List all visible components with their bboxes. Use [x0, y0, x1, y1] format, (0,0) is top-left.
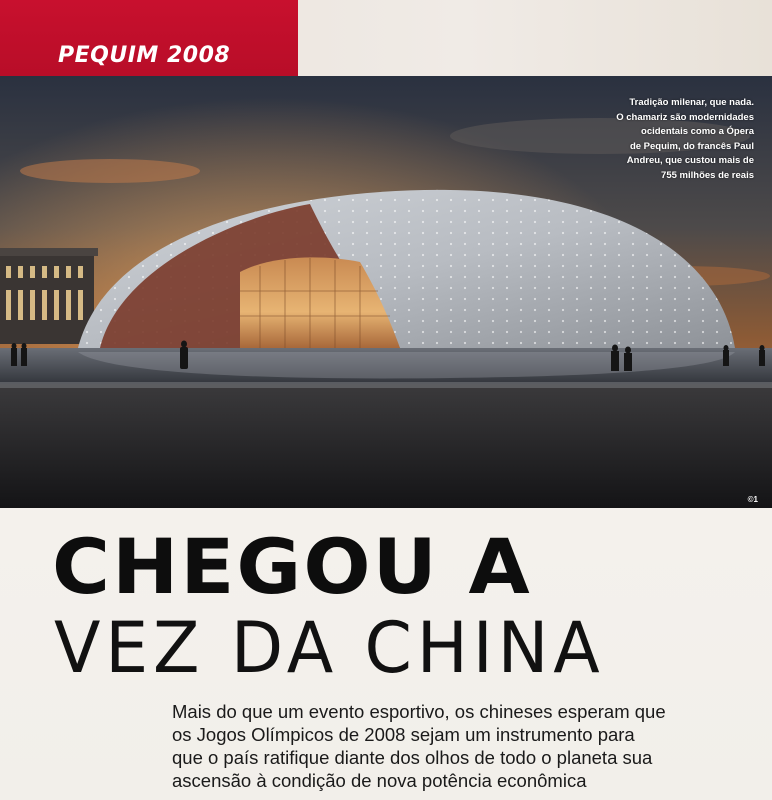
caption-line: Andreu, que custou mais de [626, 155, 754, 166]
photo-credit: ©1 [747, 495, 758, 504]
headline-line-1: CHEGOU A [52, 522, 532, 611]
photo-caption [574, 96, 754, 183]
dek-line: que o país ratifique diante dos olhos de todo o planeta sua [172, 747, 653, 768]
caption-line: de Pequim, do francês Paul [629, 140, 754, 152]
opera-house-photo [0, 76, 772, 508]
dek-line: os Jogos Olímpicos de 2008 sejam um instrumento para [172, 724, 635, 745]
article-dek [172, 700, 666, 792]
caption-line: 755 milhões de reais [661, 169, 754, 181]
section-tag [0, 0, 298, 76]
caption-line: O chamariz são modernidades [616, 111, 754, 123]
section-tag-label: PEQUIM 2008 [58, 43, 231, 68]
dek-line: ascensão à condição de nova potência econômica [172, 770, 587, 791]
caption-line: ocidentais como a Ópera [641, 126, 754, 137]
dek-line: Mais do que um evento esportivo, os chineses esperam que [172, 701, 666, 722]
headline-line-2: VEZ DA CHINA [54, 607, 605, 689]
caption-line: Tradição milenar, que nada. [629, 97, 754, 108]
